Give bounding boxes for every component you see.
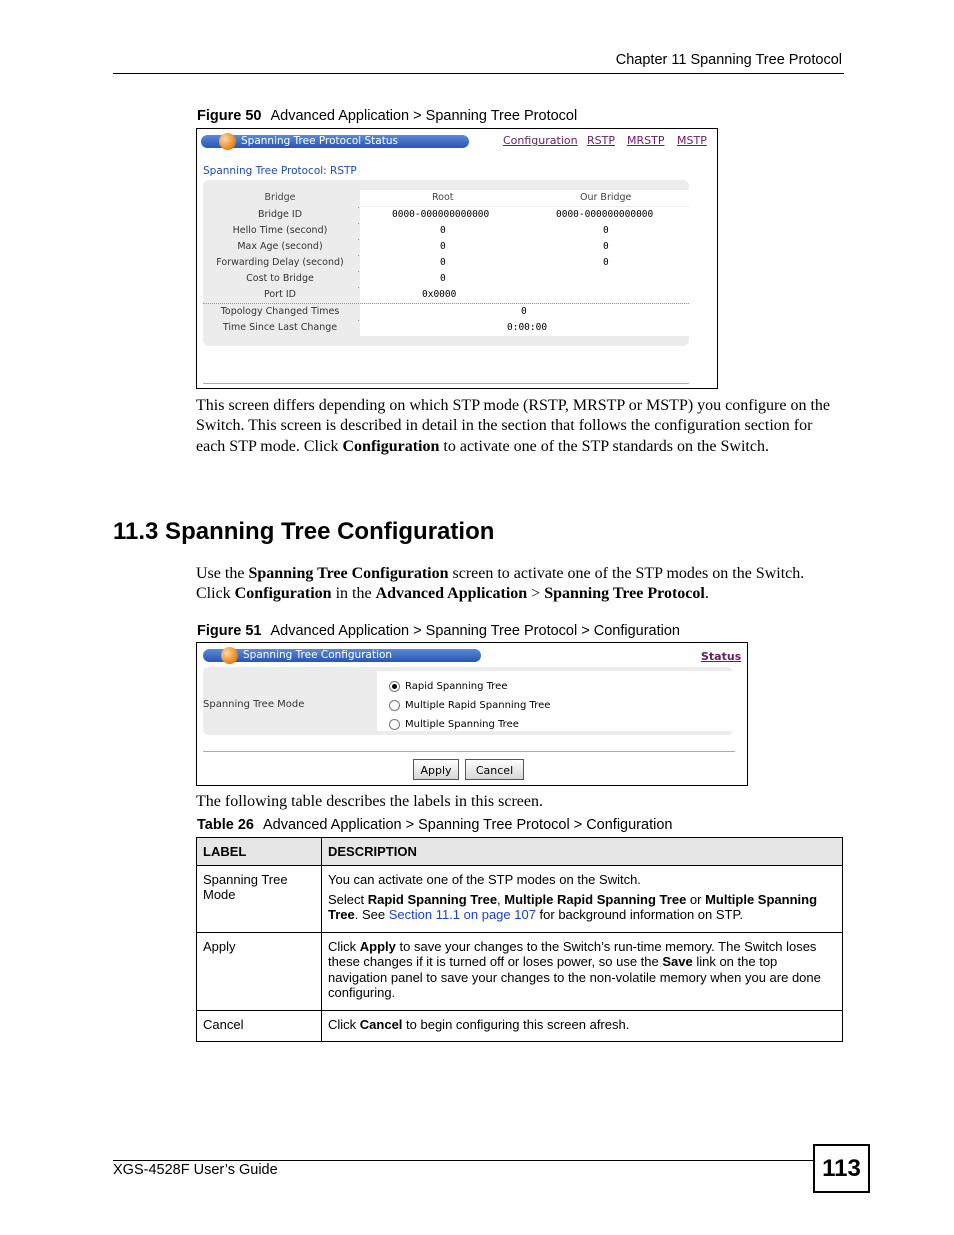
guide-title: XGS-4528F User’s Guide: [113, 1162, 278, 1178]
stp-status-tab-label: Spanning Tree Protocol Status: [241, 135, 398, 147]
stp-row-label: Forwarding Delay (second): [203, 255, 357, 271]
root-value: 0x0000: [422, 289, 457, 300]
figure-51-caption-text: Advanced Application > Spanning Tree Protocol > Configuration: [270, 623, 680, 639]
row-description: You can activate one of the STP modes on the Switch. Select Rapid Spanning Tree, Multiple Rapid Spanning Tree or Multiple Spanning Tree. See Section 11.1 on page 107 for background information on STP.: [322, 866, 843, 933]
multiple-rapid-spanning-tree-label: Multiple Rapid Spanning Tree: [405, 700, 551, 711]
rapid-spanning-tree-label: Rapid Spanning Tree: [405, 681, 508, 692]
mrstp-link[interactable]: MRSTP: [627, 134, 665, 147]
para1-bold: Configuration: [342, 437, 440, 455]
row-label: Spanning Tree Mode: [197, 866, 322, 933]
table-26-label: Table 26: [197, 817, 254, 833]
labels-table: [196, 837, 843, 1042]
chapter-header: Chapter 11 Spanning Tree Protocol: [615, 52, 842, 68]
table-row: [197, 1010, 843, 1042]
figure-50-caption-text: Advanced Application > Spanning Tree Protocol: [270, 108, 578, 124]
figure-51-screen: [196, 642, 748, 786]
row-label: Apply: [197, 932, 322, 1010]
root-value: 0: [440, 273, 446, 284]
stp-mode-panel: [203, 667, 733, 735]
column-our-bridge: Our Bridge: [580, 192, 632, 203]
stp-table-header: [203, 190, 689, 206]
header-label: LABEL: [197, 838, 322, 866]
span-value: 0:00:00: [507, 322, 548, 333]
orb-icon: [221, 647, 238, 664]
stp-row: [203, 207, 689, 223]
root-value: 0000-000000000000: [392, 209, 490, 220]
our-bridge-value: 0: [603, 241, 609, 252]
stp-row: [203, 287, 689, 303]
orb-icon: [219, 133, 236, 150]
table-intro-paragraph: The following table describes the labels in this screen.: [196, 793, 544, 810]
multiple-spanning-tree-radio[interactable]: [389, 719, 400, 730]
stp-status-tab: [201, 135, 469, 148]
mstp-link[interactable]: MSTP: [677, 134, 707, 147]
rapid-spanning-tree-radio[interactable]: [389, 681, 400, 692]
intro-paragraph: [196, 396, 836, 457]
stp-row: [203, 239, 689, 255]
figure-51-caption: [197, 623, 680, 639]
our-bridge-value: 0000-000000000000: [556, 209, 654, 220]
figure-50-caption: [197, 108, 577, 124]
stp-row: [203, 320, 689, 336]
stp-row-label: Time Since Last Change: [203, 320, 357, 336]
table-row: [197, 932, 843, 1010]
column-bridge: Bridge: [203, 190, 357, 206]
our-bridge-value: 0: [603, 257, 609, 268]
stp-row-label: Max Age (second): [203, 239, 357, 255]
stp-row-label: Port ID: [203, 287, 357, 303]
stp-config-tab-label: Spanning Tree Configuration: [243, 649, 393, 661]
column-root: Root: [432, 192, 454, 203]
cancel-button[interactable]: Cancel: [465, 759, 524, 780]
para1-text-end: to activate one of the STP standards on the Switch.: [439, 437, 769, 455]
section-paragraph: Use the Spanning Tree Configuration screen to activate one of the STP modes on the Switch. Click Configuration in the Advanced Application > Spanning Tree Protocol.: [196, 565, 805, 603]
stp-config-tab: [203, 649, 481, 662]
footer-rule: [113, 1160, 813, 1161]
figure-51-divider: [203, 751, 735, 752]
header-description: DESCRIPTION: [322, 838, 843, 866]
figure-50-divider: [203, 383, 689, 384]
stp-row-label: Cost to Bridge: [203, 271, 357, 287]
row-description: Click Cancel to begin configuring this screen afresh.: [322, 1010, 843, 1042]
para1-text: This screen differs depending on which STP mode (RSTP, MRSTP or MSTP) you configure on the Switch. This screen is described in detail in the section that follows the configuration section for each STP mode. Click: [196, 397, 831, 455]
status-link[interactable]: Status: [701, 650, 742, 663]
table-26-caption-text: Advanced Application > Spanning Tree Protocol > Configuration: [262, 817, 673, 833]
stp-row-label: Hello Time (second): [203, 223, 357, 239]
section-heading: 11.3 Spanning Tree Configuration: [113, 518, 495, 545]
figure-51-label: Figure 51: [197, 623, 262, 639]
figure-50-label: Figure 50: [197, 108, 262, 124]
stp-row: [203, 223, 689, 239]
our-bridge-value: 0: [603, 225, 609, 236]
stp-row: [203, 255, 689, 271]
section-link[interactable]: Section 11.1 on page 107: [388, 907, 536, 922]
table-row: [197, 866, 843, 933]
stp-row-label: Topology Changed Times: [203, 304, 357, 320]
figure-50-screen: [196, 128, 718, 389]
apply-button[interactable]: Apply: [413, 759, 459, 780]
stp-row: [203, 304, 689, 320]
spanning-tree-mode-label: Spanning Tree Mode: [203, 699, 305, 710]
table-26-caption: [197, 817, 672, 833]
rstp-link[interactable]: RSTP: [587, 134, 615, 147]
stp-row-label: Bridge ID: [203, 207, 357, 223]
header-rule: [113, 73, 844, 74]
page-number: 113: [813, 1144, 870, 1193]
root-value: 0: [440, 257, 446, 268]
span-value: 0: [521, 306, 527, 317]
root-value: 0: [440, 225, 446, 236]
multiple-spanning-tree-label: Multiple Spanning Tree: [405, 719, 519, 730]
stp-mode-title: Spanning Tree Protocol: RSTP: [203, 165, 357, 177]
multiple-rapid-spanning-tree-radio[interactable]: [389, 700, 400, 711]
table-header-row: [197, 838, 843, 866]
row-description: Click Apply to save your changes to the Switch’s run-time memory. The Switch loses these changes if it is turned off or loses power, so use the Save link on the top navigation panel to save your changes to the non-volatile memory when you are done configuring.: [322, 932, 843, 1010]
row-label: Cancel: [197, 1010, 322, 1042]
configuration-link[interactable]: Configuration: [503, 134, 578, 147]
stp-status-table: [203, 180, 689, 346]
stp-row: [203, 271, 689, 287]
root-value: 0: [440, 241, 446, 252]
